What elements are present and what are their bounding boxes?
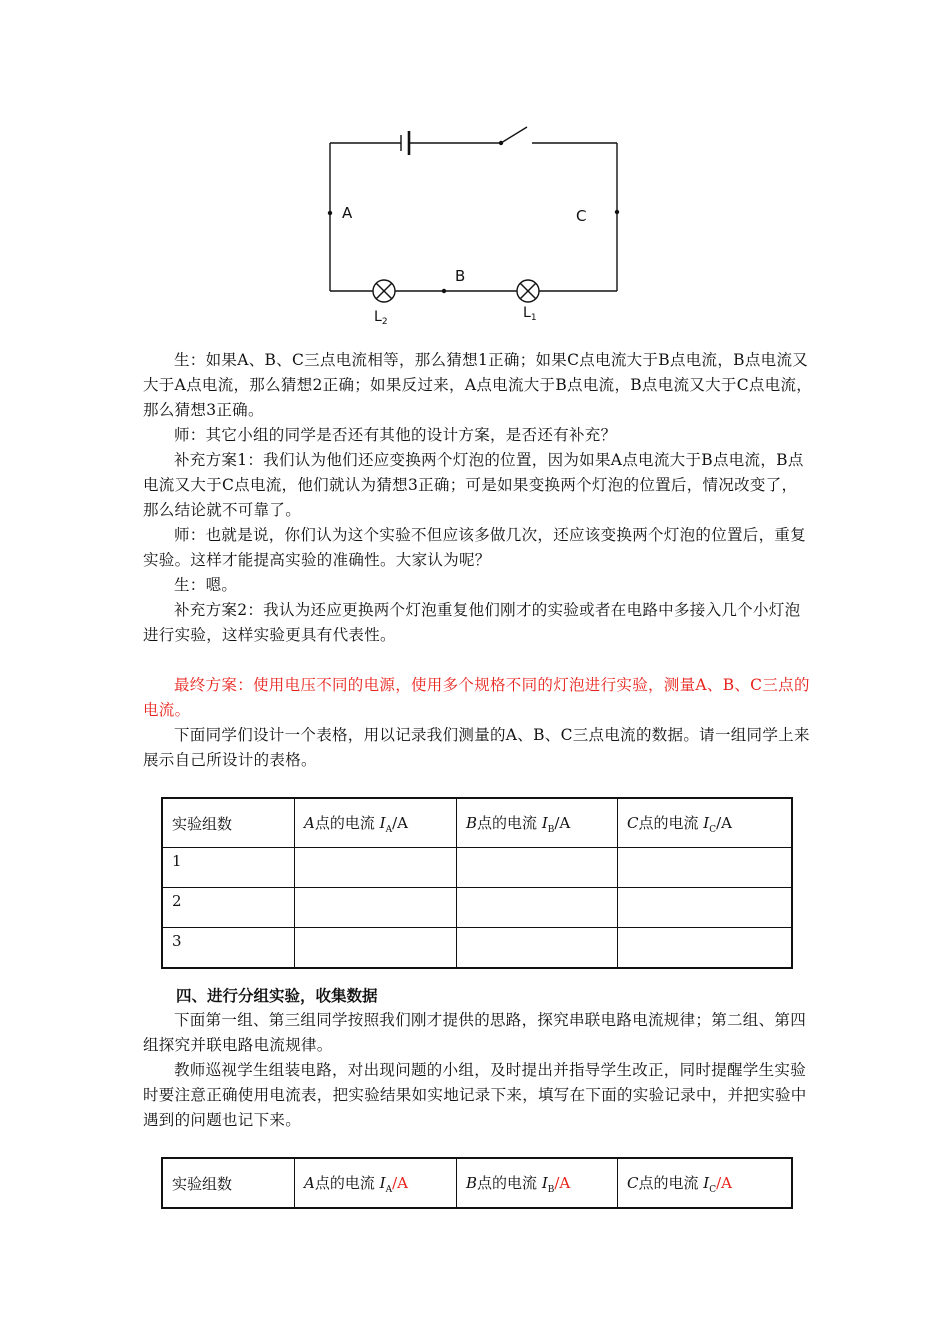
header-group-count: 实验组数: [162, 798, 295, 848]
table-cell: [457, 928, 618, 969]
table-cell: [618, 888, 793, 928]
paragraph-group-assign: 下面第一组、第三组同学按照我们刚才提供的思路，探究串联电路电流规律；第二组、第四组探究并联电路电流规律。: [143, 1011, 807, 1054]
dialogue-section: [143, 348, 813, 648]
paragraph-teacher-1: 师：其它小组的同学是否还有其他的设计方案，是否还有补充？: [174, 426, 617, 444]
row-label: 2: [162, 888, 295, 928]
table-cell: [618, 848, 793, 888]
paragraph-supplement-2: 补充方案2：我认为还应更换两个灯泡重复他们刚才的实验或者在电路中多接入几个小灯泡进行实验，这样实验更具有代表性。: [143, 601, 801, 644]
circuit-diagram: [318, 118, 628, 328]
row-label: 3: [162, 928, 295, 969]
table-header-row: [162, 1158, 792, 1208]
table-cell: [457, 888, 618, 928]
paragraph-student-2: 生：嗯。: [174, 576, 238, 594]
header-current-a: A点的电流 $I_A/A$: [295, 1158, 457, 1208]
label-c: C: [576, 207, 587, 225]
paragraph-student-1: 生：如果A、B、C三点电流相等，那么猜想1正确；如果C点电流大于B点电流，B点电流又大于A点电流，那么猜想2正确；如果反过来，A点电流大于B点电流，B点电流又大于C点电流， 那么猜想3正确。: [143, 351, 813, 419]
section-four: [143, 983, 813, 1133]
label-a: A: [342, 204, 353, 222]
label-b: B: [455, 267, 466, 285]
table-row: [162, 888, 792, 928]
paragraph-table-intro: 下面同学们设计一个表格，用以记录我们测量的A、B、C三点电流的数据。请一组同学上来展示自己所设计的表格。: [143, 726, 810, 769]
paragraph-teacher-patrol: 教师巡视学生组装电路，对出现问题的小组，及时提出并指导学生改正，同时提醒学生实验时要注意正确使用电流表，把实验结果如实地记录下来，填写在下面的实验记录中，并把实验中遇到的问题也记下来。: [143, 1061, 807, 1129]
table-cell: [295, 888, 457, 928]
final-plan-section: [143, 673, 813, 773]
paragraph-supplement-1: 补充方案1：我们认为他们还应变换两个灯泡的位置，因为如果A点电流大于B点电流，B点电流又大于C点电流，他们就认为猜想3正确；可是如果变换两个灯泡的位置后，情况改变了，那么结论就不可靠了。: [143, 451, 804, 519]
header-current-c: C点的电流 $I_C/A$: [618, 798, 793, 848]
table-cell: [457, 848, 618, 888]
data-table-1: [161, 797, 793, 969]
paragraph-final-plan: 最终方案：使用电压不同的电源，使用多个规格不同的灯泡进行实验，测量A、B、C三点的电流。: [143, 676, 810, 719]
table-header-row: [162, 798, 792, 848]
table-row: [162, 928, 792, 969]
label-l1: $L_1$: [523, 305, 537, 323]
header-current-b: B点的电流 $I_B/A$: [457, 798, 618, 848]
header-current-c: C点的电流 $I_C/A$: [618, 1158, 793, 1208]
table-cell: [295, 928, 457, 969]
row-label: 1: [162, 848, 295, 888]
label-l2: $L_2$: [374, 309, 388, 327]
header-group-count: 实验组数: [162, 1158, 295, 1208]
table-row: [162, 848, 792, 888]
data-table-2: [161, 1157, 793, 1209]
section-heading: 四、进行分组实验，收集数据: [176, 986, 378, 1005]
paragraph-teacher-2: 师：也就是说，你们认为这个实验不但应该多做几次，还应该变换两个灯泡的位置后，重复实验。这样才能提高实验的准确性。大家认为呢？: [143, 526, 807, 569]
header-current-b: B点的电流 $I_B/A$: [457, 1158, 618, 1208]
header-current-a: A点的电流 $I_A/A$: [295, 798, 457, 848]
table-cell: [295, 848, 457, 888]
table-cell: [618, 928, 793, 969]
